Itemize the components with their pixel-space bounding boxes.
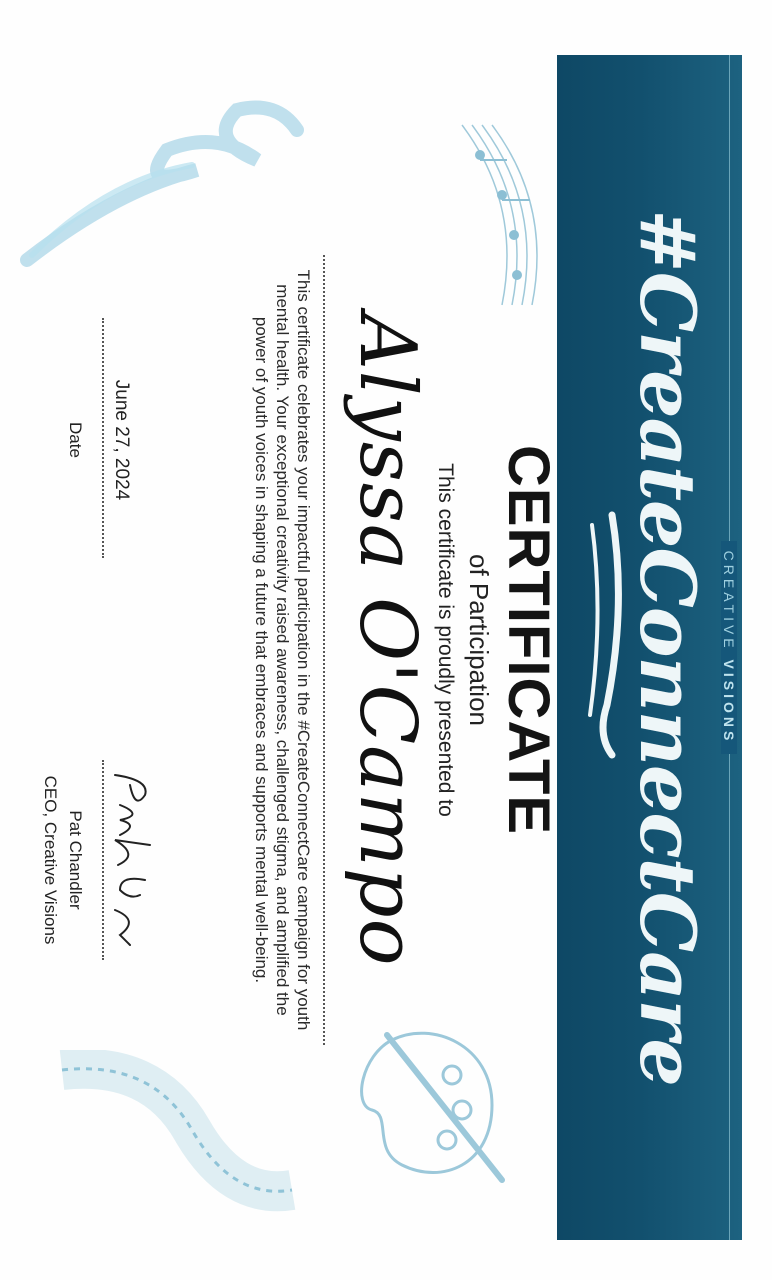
date-label: Date bbox=[66, 422, 85, 458]
recipient-name: Alyssa O'Campo bbox=[342, 313, 432, 967]
certificate-title: CERTIFICATE bbox=[496, 444, 561, 836]
certificate-description: This certificate celebrates your impactful participation in the #CreateConnectCare campaign for youth mental health. Your exceptional creativity raised awareness, challenged stigma, and amplified the power of youth voices in shaping a future that embraces and supports mental well-being. bbox=[252, 269, 313, 1031]
brush-stroke-icon bbox=[17, 70, 317, 270]
signature-line bbox=[102, 760, 104, 960]
signature-image bbox=[105, 770, 160, 950]
header-banner bbox=[557, 55, 742, 1240]
name-underline bbox=[323, 255, 325, 1045]
swoosh-icon bbox=[572, 505, 632, 765]
signatory-title: CEO, Creative Visions bbox=[41, 775, 60, 945]
certificate-subtitle: of Participation bbox=[464, 554, 494, 726]
film-strip-icon bbox=[52, 1050, 302, 1250]
signatory-name: Pat Chandler bbox=[66, 810, 85, 910]
date-line bbox=[102, 318, 104, 558]
date-value: June 27, 2024 bbox=[111, 379, 132, 501]
presented-to-text: This certificate is proudly presented to bbox=[434, 463, 457, 817]
brand-logo: CREATIVE VISIONS bbox=[721, 541, 737, 755]
campaign-hashtag: #CreateConnectCare bbox=[623, 209, 712, 1086]
